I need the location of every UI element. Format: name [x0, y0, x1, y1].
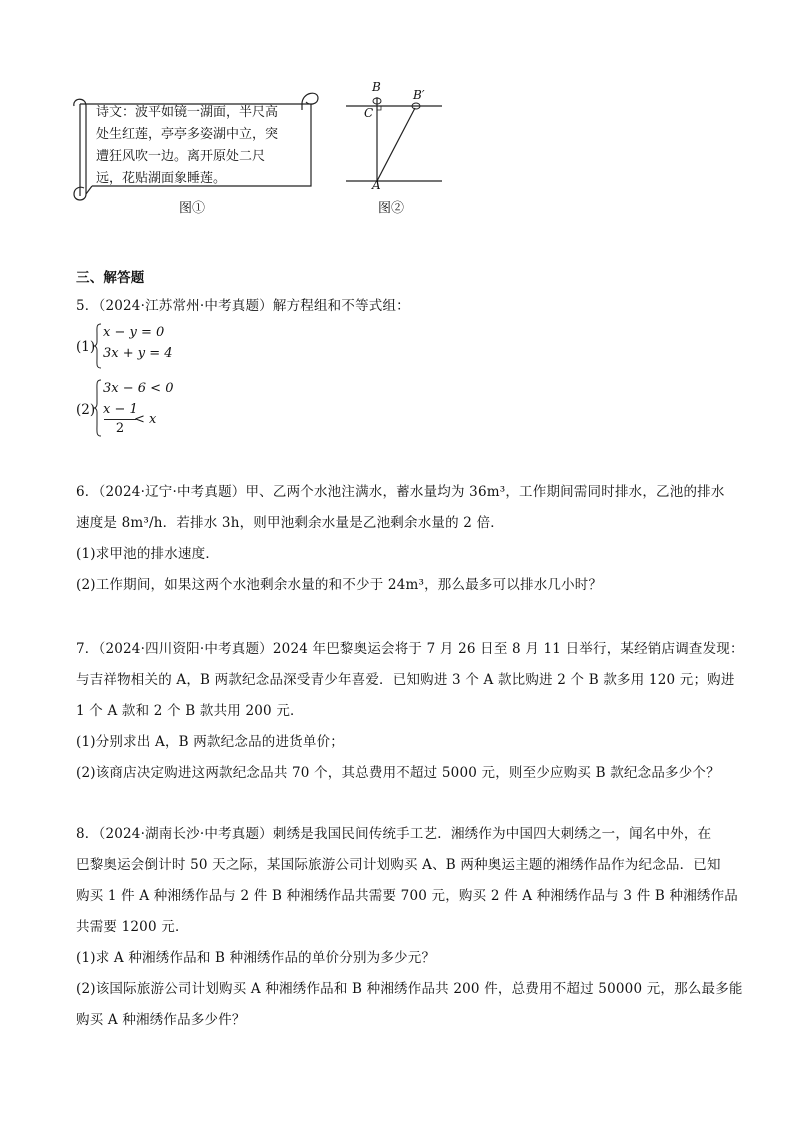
q8-part-2a: (2)该国际旅游公司计划购买 A 种湘绣作品和 B 种湘绣作品共 200 件，总费用不超过 50000 元，那么最多能: [76, 981, 743, 997]
poem-line-2: 处生红莲，亭亭多姿湖中立，突: [96, 127, 279, 142]
q7-line-1: 7．（2024·四川资阳·中考真题）2024 年巴黎奥运会将于 7 月 26 日至 8 月 11 日举行，某经销店调查发现：: [76, 641, 744, 657]
q5-part1-brace: [93, 322, 103, 370]
label-B: B: [372, 80, 381, 94]
q5-part2-ineq2-rhs: < x: [134, 412, 157, 427]
q7-part-1: (1)分别求出 A，B 两款纪念品的进货单价；: [76, 734, 344, 750]
q5-part1-label: (1): [76, 339, 96, 355]
poem-line-4: 远，花贴湖面象睡莲。: [96, 171, 227, 186]
q5-part2-label: (2): [76, 402, 96, 418]
q5-part2-frac-bar: [104, 419, 136, 420]
q6-part-2: (2)工作期间，如果这两个水池剩余水量的和不少于 24m³，那么最多可以排水几小时？: [76, 577, 603, 593]
q8-line-2: 巴黎奥运会倒计时 50 天之际，某国际旅游公司计划购买 A、B 两种奥运主题的湘绣作品作为纪念品．已知: [76, 857, 721, 873]
q5-part1-eq2: 3x + y = 4: [103, 346, 173, 361]
poem-line-3: 遭狂风吹一边。离开原处二尺: [96, 149, 266, 164]
q5-stem: 5．（2024·江苏常州·中考真题）解方程组和不等式组：: [76, 298, 410, 314]
figure-1-caption: 图①: [179, 201, 206, 216]
label-B-prime: B′: [413, 88, 425, 102]
label-C: C: [364, 106, 374, 120]
q5-part1-eq1: x − y = 0: [103, 325, 165, 340]
q8-line-3: 购买 1 件 A 种湘绣作品与 2 件 B 种湘绣作品共需要 700 元，购买 2 件 A 种湘绣作品与 3 件 B 种湘绣作品: [76, 888, 739, 904]
section-heading: 三、解答题: [76, 270, 145, 286]
q8-line-4: 共需要 1200 元．: [76, 919, 189, 935]
q6-line-1: 6．（2024·辽宁·中考真题）甲、乙两个水池注满水，蓄水量均为 36m³，工作期间需同时排水，乙池的排水: [76, 484, 725, 500]
q8-line-1: 8．（2024·湖南长沙·中考真题）刺绣是我国民间传统手工艺．湘绣作为中国四大刺绣之一，闻名中外，在: [76, 826, 712, 842]
q7-line-3: 1 个 A 款和 2 个 B 款共用 200 元．: [76, 703, 304, 719]
q7-line-2: 与吉祥物相关的 A，B 两款纪念品深受青少年喜爱．已知购进 3 个 A 款比购进 2 个 B 款多用 120 元；购进: [76, 672, 735, 688]
q5-part2-ineq1: 3x − 6 < 0: [103, 381, 174, 396]
label-A: A: [372, 178, 381, 192]
q6-part-1: (1)求甲池的排水速度．: [76, 546, 220, 562]
geometry-diagram: [340, 80, 450, 195]
q5-part2-frac-num: x − 1: [103, 402, 138, 417]
figure-2-caption: 图②: [378, 201, 405, 216]
q5-part2-frac-den: 2: [115, 421, 125, 436]
poem-line-1: 诗文：波平如镜一湖面，半尺高: [96, 105, 279, 120]
q8-part-2b: 购买 A 种湘绣作品多少件？: [76, 1012, 246, 1028]
q6-line-2: 速度是 8m³/h．若排水 3h，则甲池剩余水量是乙池剩余水量的 2 倍．: [76, 515, 504, 531]
q8-part-1: (1)求 A 种湘绣作品和 B 种湘绣作品的单价分别为多少元？: [76, 950, 436, 966]
q7-part-2: (2)该商店决定购进这两款纪念品共 70 个，其总费用不超过 5000 元，则至少应购买 B 款纪念品多少个？: [76, 765, 720, 781]
q5-part2-brace: [93, 378, 103, 438]
